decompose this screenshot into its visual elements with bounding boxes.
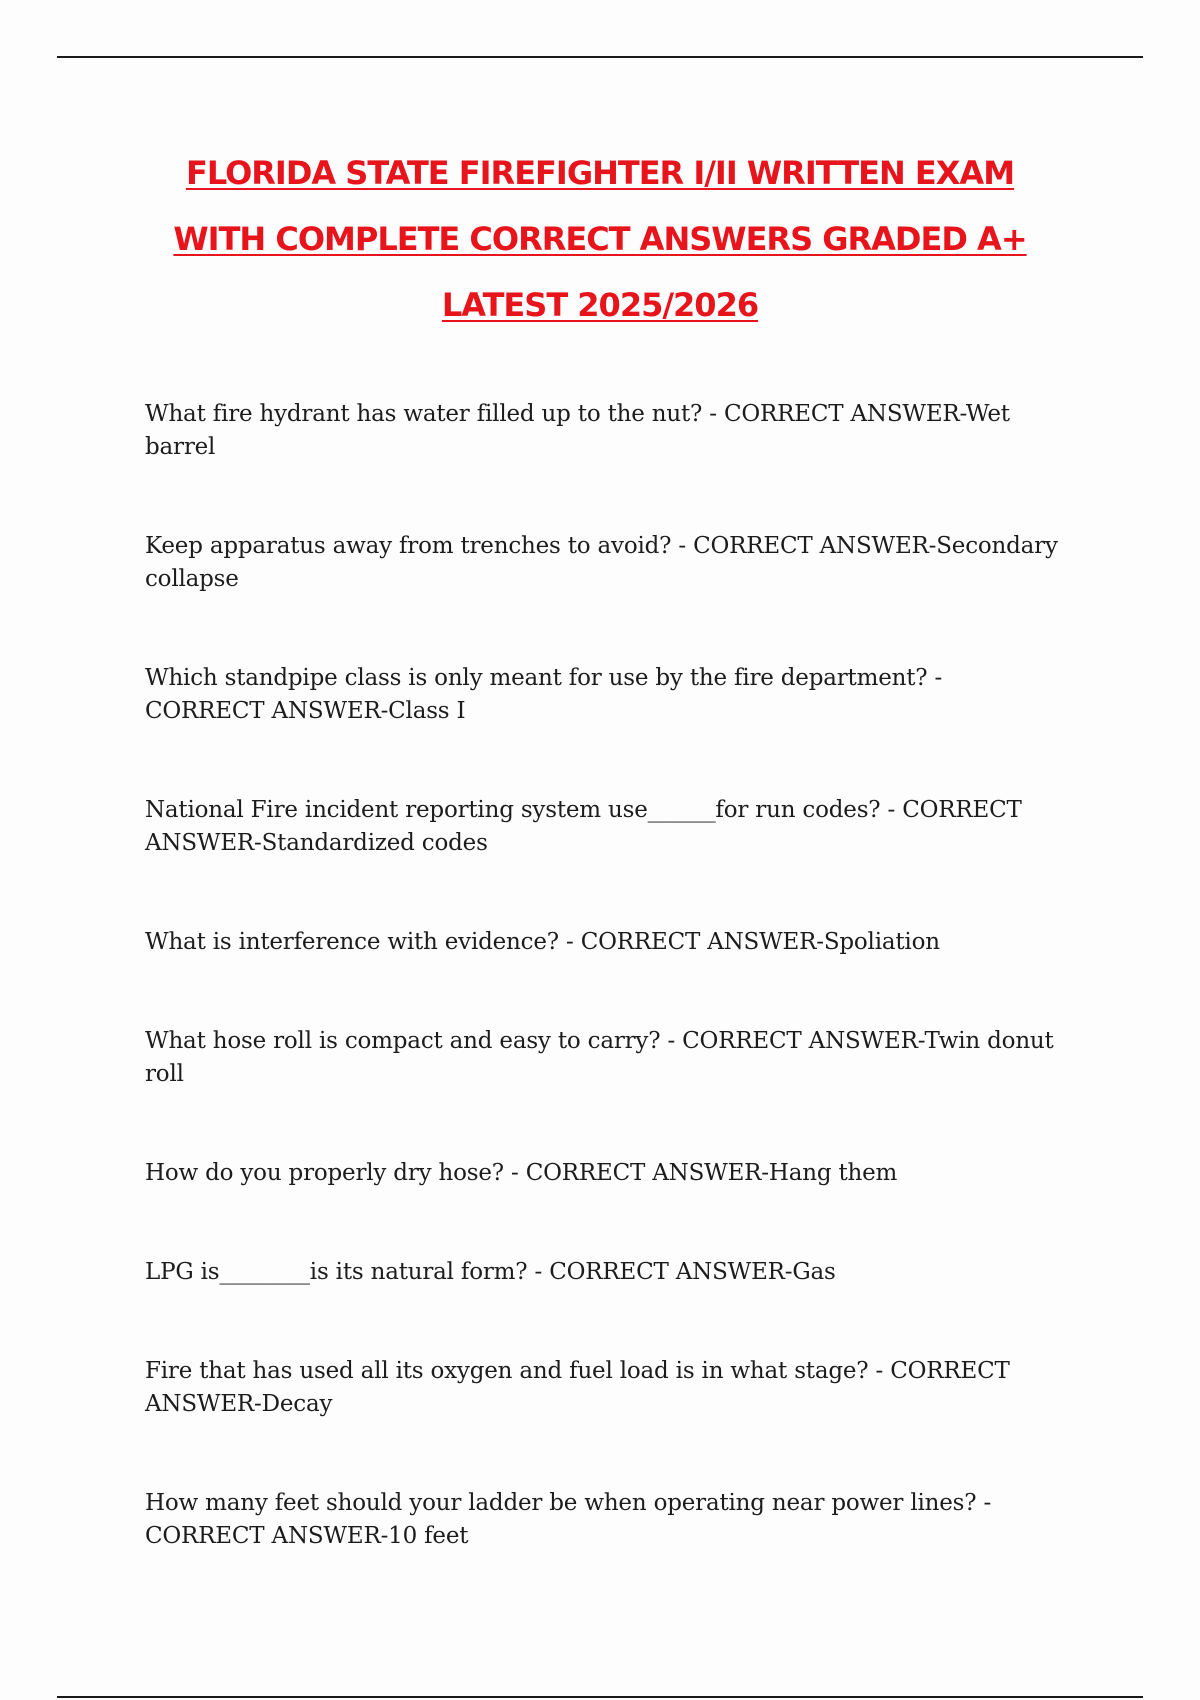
qa-item: What is interference with evidence? - CORRECT ANSWER-Spoliation [145,929,940,955]
qa-item: How do you properly dry hose? - CORRECT ANSWER-Hang them [145,1160,898,1186]
title-line-3: LATEST 2025/2026 [441,286,759,324]
title-line-1: FLORIDA STATE FIREFIGHTER I/II WRITTEN EXAM [185,154,1015,192]
qa-item: LPG is________is its natural form? - CORRECT ANSWER-Gas [145,1259,836,1285]
qa-item: Fire that has used all its oxygen and fuel load is in what stage? - CORRECT ANSWER-Decay [145,1358,1010,1417]
qa-list [145,398,1060,1619]
title-line-2: WITH COMPLETE CORRECT ANSWERS GRADED A+ [173,220,1027,258]
top-rule [57,56,1143,58]
qa-item: What hose roll is compact and easy to carry? - CORRECT ANSWER-Twin donut roll [145,1028,1054,1087]
qa-item: Keep apparatus away from trenches to avoid? - CORRECT ANSWER-Secondary collapse [145,533,1058,592]
qa-item: How many feet should your ladder be when operating near power lines? - CORRECT ANSWER-10 feet [145,1490,992,1549]
document-title [0,140,1200,338]
qa-item: National Fire incident reporting system use______for run codes? - CORRECT ANSWER-Standardized codes [145,797,1022,856]
qa-item: What fire hydrant has water filled up to the nut? - CORRECT ANSWER-Wet barrel [145,401,1010,460]
bottom-rule [57,1696,1143,1698]
qa-item: Which standpipe class is only meant for use by the fire department? - CORRECT ANSWER-Class I [145,665,943,724]
